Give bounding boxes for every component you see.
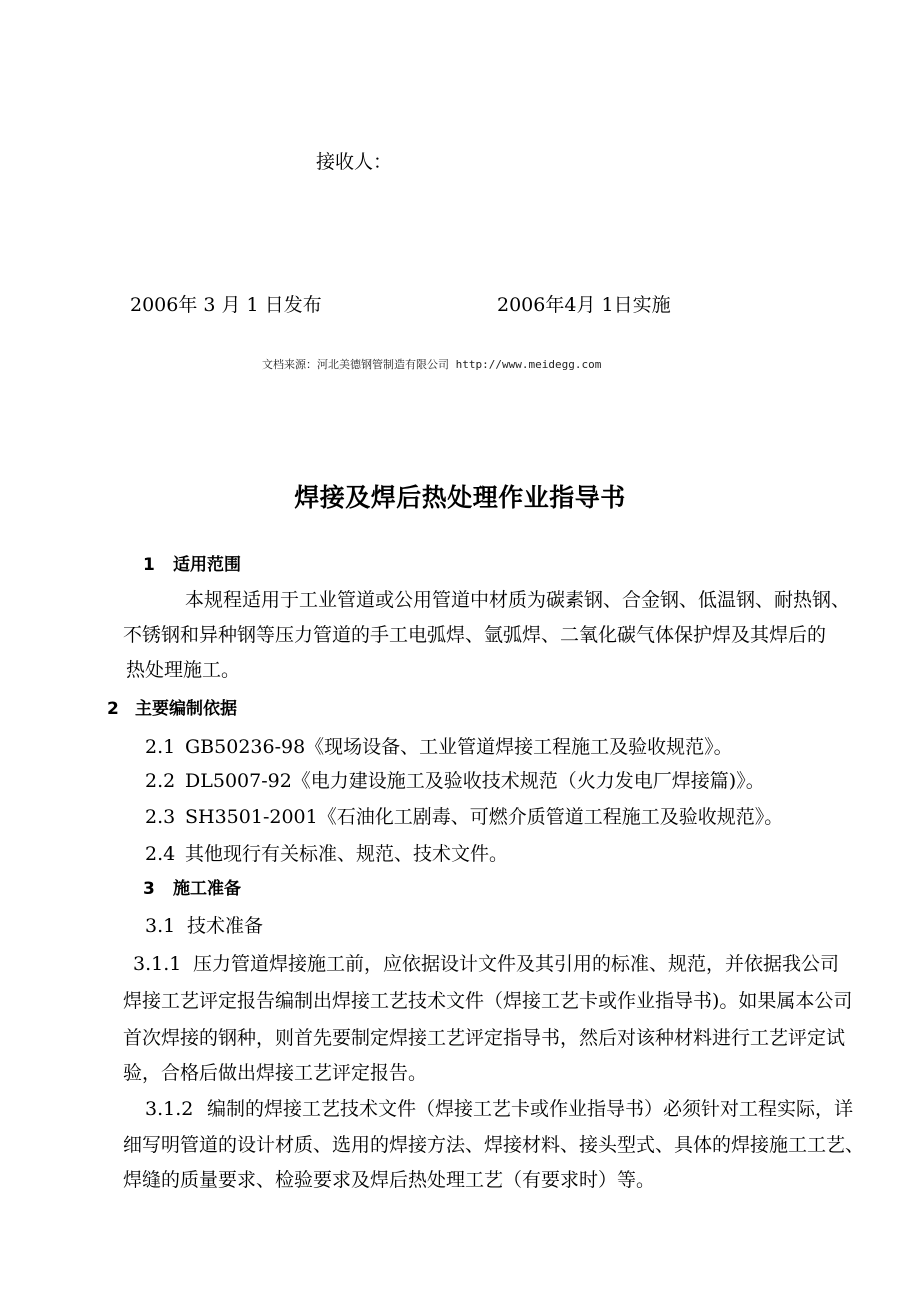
section-title: 适用范围 [173,555,241,575]
item-number: 2.1 [145,736,176,758]
subsection-3-1 [145,914,263,938]
section-2-heading [107,697,237,721]
receiver-label: 接收人： [316,151,393,173]
item-number: 2.3 [145,806,176,828]
item-text: 其他现行有关标准、规范、技术文件。 [185,843,509,865]
paragraph-3-1-2-line-2: 细写明管道的设计材质、选用的焊接方法、焊接材料、接头型式、具体的焊接施工工艺、 [123,1134,865,1156]
reference-item-2-3 [145,805,783,829]
paragraph-3-1-1-line-4: 验，合格后做出焊接工艺评定报告。 [123,1062,428,1084]
paragraph-3-1-1-line-2: 焊接工艺评定报告编制出焊接工艺技术文件（焊接工艺卡或作业指导书)。如果属本公司 [123,990,853,1012]
section-3-heading [143,877,241,901]
page-title: 焊接及焊后热处理作业指导书 [294,483,626,512]
reference-item-2-2 [145,769,765,793]
section-1-line-1: 本规程适用于工业管道或公用管道中材质为碳素钢、合金钢、低温钢、耐热钢、 [185,589,851,611]
reference-item-2-4 [145,842,508,866]
item-number: 2.4 [145,843,176,865]
paragraph-number: 3.1.2 [145,1098,194,1120]
section-number: 3 [143,879,155,899]
paragraph-3-1-2-line-1 [145,1097,853,1121]
section-1-line-2: 不锈钢和异种钢等压力管道的手工电弧焊、氩弧焊、二氧化碳气体保护焊及其焊后的 [123,624,827,646]
paragraph-3-1-1-line-1 [133,952,839,976]
publish-date: 2006年 3 月 1 日发布 [130,294,322,316]
section-title: 主要编制依据 [135,699,237,719]
paragraph-3-1-2-line-3: 焊缝的质量要求、检验要求及焊后热处理工艺（有要求时）等。 [123,1169,656,1191]
section-1-line-3: 热处理施工。 [126,659,241,681]
paragraph-text: 编制的焊接工艺技术文件（焊接工艺卡或作业指导书）必须针对工程实际，详 [207,1098,854,1120]
section-number: 1 [143,555,155,575]
section-1-heading [143,553,241,577]
section-title: 施工准备 [173,879,241,899]
effective-date: 2006年4月 1日实施 [497,294,671,316]
paragraph-number: 3.1.1 [133,953,182,975]
section-number: 2 [107,699,119,719]
subsection-number: 3.1 [145,915,176,937]
subsection-title: 技术准备 [187,915,264,937]
item-text: DL5007-92《电力建设施工及验收技术规范（火力发电厂焊接篇)》。 [185,770,765,792]
item-text: GB50236-98《现场设备、工业管道焊接工程施工及验收规范》。 [185,736,733,758]
document-source-line: 文档来源：河北美德钢管制造有限公司 http://www.meidegg.com [262,358,602,371]
paragraph-3-1-1-line-3: 首次焊接的钢种，则首先要制定焊接工艺评定指导书，然后对该种材料进行工艺评定试 [123,1027,846,1049]
item-number: 2.2 [145,770,176,792]
paragraph-text: 压力管道焊接施工前，应依据设计文件及其引用的标准、规范，并依据我公司 [193,953,840,975]
item-text: SH3501-2001《石油化工剧毒、可燃介质管道工程施工及验收规范》。 [185,806,784,828]
reference-item-2-1 [145,735,733,759]
